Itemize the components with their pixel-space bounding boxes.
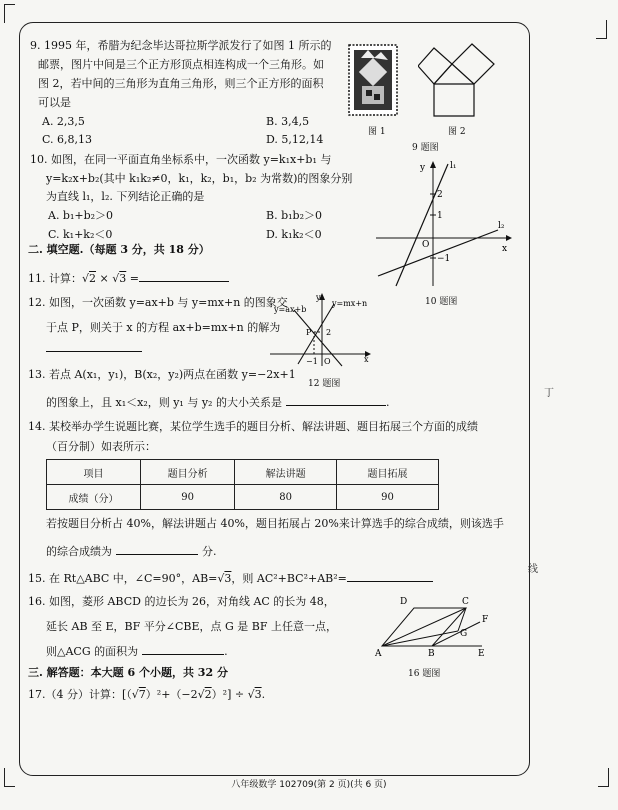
q15-text2: ，则 AC²+BC²+AB²= bbox=[231, 572, 347, 585]
q9-option-a: A. 2,3,5 bbox=[42, 115, 85, 128]
q13-line2-text: 的图象上，且 x₁＜x₂，则 y₁ 与 y₂ 的大小关系是 bbox=[46, 396, 282, 409]
q13-line2: 的图象上，且 x₁＜x₂，则 y₁ 与 y₂ 的大小关系是 . bbox=[46, 396, 390, 409]
q15-radicand-3: 3 bbox=[224, 572, 232, 585]
q10-l2-label: l₂ bbox=[498, 221, 505, 231]
q12-line1: 12. 如图，一次函数 y=ax+b 与 y=mx+n 的图象交 bbox=[28, 296, 288, 309]
q15-line: 15. 在 Rt△ABC 中，∠C=90°，AB=√3，则 AC²+BC²+AB²= bbox=[28, 570, 433, 586]
q9-option-c: C. 6,8,13 bbox=[42, 133, 93, 146]
q14-row-label: 成绩（分） bbox=[47, 485, 141, 510]
q12-graph bbox=[270, 292, 375, 367]
q14-header-extension: 题目拓展 bbox=[337, 460, 439, 485]
q15-text1: 15. 在 Rt△ABC 中，∠C=90°，AB= bbox=[28, 572, 218, 585]
q12-origin: O bbox=[324, 357, 331, 366]
q10-y-axis-label: y bbox=[420, 163, 426, 173]
q9-line1: 9. 1995 年，希腊为纪念毕达哥拉斯学派发行了如图 1 所示的 bbox=[30, 39, 332, 52]
q12-tick-2: 2 bbox=[326, 328, 332, 337]
q17-mid2: ）²] ÷ bbox=[211, 688, 248, 701]
q9-figure2-label: 图 2 bbox=[448, 127, 466, 137]
q17-end: . bbox=[261, 688, 266, 701]
q10-x-axis-label: x bbox=[502, 244, 508, 254]
q11-radicand-3: 3 bbox=[119, 272, 127, 285]
q11-times: × bbox=[96, 272, 113, 285]
q11-answer-blank[interactable] bbox=[139, 270, 229, 282]
q11-line: 11. 计算：√2 × √3 = bbox=[28, 270, 229, 286]
q9-line2: 邮票，图片中间是三个正方形顶点相连构成一个三角形。如 bbox=[38, 58, 324, 71]
q9-squares-figure bbox=[418, 40, 498, 120]
q14-score-analysis: 90 bbox=[141, 485, 235, 510]
q14-answer-blank[interactable] bbox=[116, 543, 198, 555]
q16-answer-blank[interactable] bbox=[142, 643, 224, 655]
q16-label-c: C bbox=[462, 597, 469, 607]
q16-label-e: E bbox=[478, 649, 485, 659]
q14-line3: 若按题目分析占 40%，解法讲题占 40%，题目拓展占 20%来计算选手的综合成绩，则该选手 bbox=[46, 517, 504, 530]
corner-mark-top-left bbox=[4, 4, 15, 23]
q17-radicand-7: 7 bbox=[138, 688, 146, 701]
q11-eq: = bbox=[126, 272, 139, 285]
q16-label-d: D bbox=[400, 597, 408, 607]
q12-x-axis-label: x bbox=[364, 355, 369, 364]
q17-radicand-3: 3 bbox=[254, 688, 262, 701]
q9-figure1-label: 图 1 bbox=[368, 127, 386, 137]
q10-option-d: D. k₁k₂＜0 bbox=[266, 228, 322, 241]
q16-label-f: F bbox=[482, 615, 489, 625]
q12-caption: 12 题图 bbox=[308, 379, 341, 389]
q14-header-analysis: 题目分析 bbox=[141, 460, 235, 485]
q10-option-a: A. b₁+b₂＞0 bbox=[48, 209, 114, 222]
q14-line4-text: 的综合成绩为 bbox=[46, 545, 112, 558]
q12-point-p: P bbox=[306, 328, 312, 337]
q12-line-label-1: y=ax+b bbox=[274, 305, 307, 314]
q10-graph bbox=[376, 158, 516, 288]
section2-heading: 二. 填空题.（每题 3 分，共 18 分） bbox=[28, 243, 210, 256]
q10-option-b: B. b₁b₂＞0 bbox=[266, 209, 322, 222]
q16-line1: 16. 如图，菱形 ABCD 的边长为 26，对角线 AC 的长为 48， bbox=[28, 595, 335, 608]
q10-line2: y=k₂x+b₂(其中 k₁k₂≠0，k₁，k₂，b₁，b₂ 为常数)的图象分别 bbox=[46, 172, 353, 185]
q14-score-extension: 90 bbox=[337, 485, 439, 510]
margin-mark-1: 丁 bbox=[544, 388, 554, 399]
q17-radicand-2: 2 bbox=[204, 688, 212, 701]
q13-answer-blank[interactable] bbox=[286, 394, 386, 406]
margin-mark-2: 线 bbox=[528, 564, 538, 575]
q10-tick-neg1: −1 bbox=[437, 254, 451, 264]
q12-line2: 于点 P，则关于 x 的方程 ax+b=mx+n 的解为 bbox=[46, 321, 281, 334]
section3-heading: 三. 解答题：本大题 6 个小题，共 32 分 bbox=[28, 666, 228, 679]
q15-answer-blank[interactable] bbox=[347, 570, 433, 582]
q11-prefix: 11. 计算： bbox=[28, 272, 82, 285]
corner-mark-top-right bbox=[596, 20, 607, 39]
q17-line: 17.（4 分）计算：[（√7）²+（−2√2）²] ÷ √3. bbox=[28, 688, 266, 701]
q14-header-item: 项目 bbox=[47, 460, 141, 485]
q12-line-label-2: y=mx+n bbox=[332, 299, 368, 308]
q9-line3: 图 2，若中间的三角形为直角三角形，则三个正方形的面积 bbox=[38, 77, 324, 90]
q11-radicand-2: 2 bbox=[89, 272, 97, 285]
q10-origin-label: O bbox=[422, 240, 430, 250]
page-footer: 八年级数学 102709(第 2 页)(共 6 页) bbox=[231, 780, 387, 790]
q14-line4-end: 分. bbox=[202, 545, 217, 558]
q10-tick-2: 2 bbox=[437, 190, 443, 200]
q17-mid1: ）²+（−2 bbox=[145, 688, 198, 701]
q16-label-b: B bbox=[428, 649, 435, 659]
q10-line1: 10. 如图，在同一平面直角坐标系中，一次函数 y=k₁x+b₁ 与 bbox=[30, 153, 332, 166]
q16-label-a: A bbox=[375, 649, 382, 659]
q9-caption: 9 题图 bbox=[412, 143, 439, 153]
q10-line3: 为直线 l₁，l₂. 下列结论正确的是 bbox=[46, 190, 205, 203]
q12-answer-blank[interactable] bbox=[46, 340, 142, 352]
q16-line2: 延长 AB 至 E，BF 平分∠CBE，点 G 是 BF 上任意一点， bbox=[46, 620, 337, 633]
q14-line1: 14. 某校举办学生说题比赛，某位学生选手的题目分析、解法讲题、题目拓展三个方面的成绩 bbox=[28, 420, 478, 433]
q14-score-solution: 80 bbox=[235, 485, 337, 510]
q9-option-d: D. 5,12,14 bbox=[266, 133, 324, 146]
q16-caption: 16 题图 bbox=[408, 669, 441, 679]
q16-line3: 则△ACG 的面积为 . bbox=[46, 645, 228, 658]
q14-line2: （百分制）如表所示： bbox=[46, 440, 156, 453]
q14-header-solution: 解法讲题 bbox=[235, 460, 337, 485]
q9-line4: 可以是 bbox=[38, 96, 71, 109]
q16-line3-text: 则△ACG 的面积为 bbox=[46, 645, 139, 658]
q9-stamp-figure bbox=[348, 44, 398, 116]
q16-rhombus-figure bbox=[370, 594, 500, 664]
q9-option-b: B. 3,4,5 bbox=[266, 115, 310, 128]
q16-label-g: G bbox=[460, 629, 468, 639]
q10-caption: 10 题图 bbox=[425, 297, 458, 307]
q10-tick-1: 1 bbox=[437, 211, 443, 221]
q17-prefix: 17.（4 分）计算：[（ bbox=[28, 688, 132, 701]
q13-line1: 13. 若点 A(x₁，y₁)，B(x₂，y₂)两点在函数 y=−2x+1 bbox=[28, 368, 296, 381]
q12-tick-neg1: −1 bbox=[306, 357, 318, 366]
q10-option-c: C. k₁+k₂＜0 bbox=[48, 228, 113, 241]
q14-line4 bbox=[46, 543, 217, 559]
q14-table-header-row bbox=[47, 460, 439, 485]
q12-y-axis-label: y bbox=[316, 293, 321, 302]
q14-score-table bbox=[46, 459, 439, 510]
q14-table-score-row bbox=[47, 485, 439, 510]
q10-l1-label: l₁ bbox=[450, 161, 457, 171]
